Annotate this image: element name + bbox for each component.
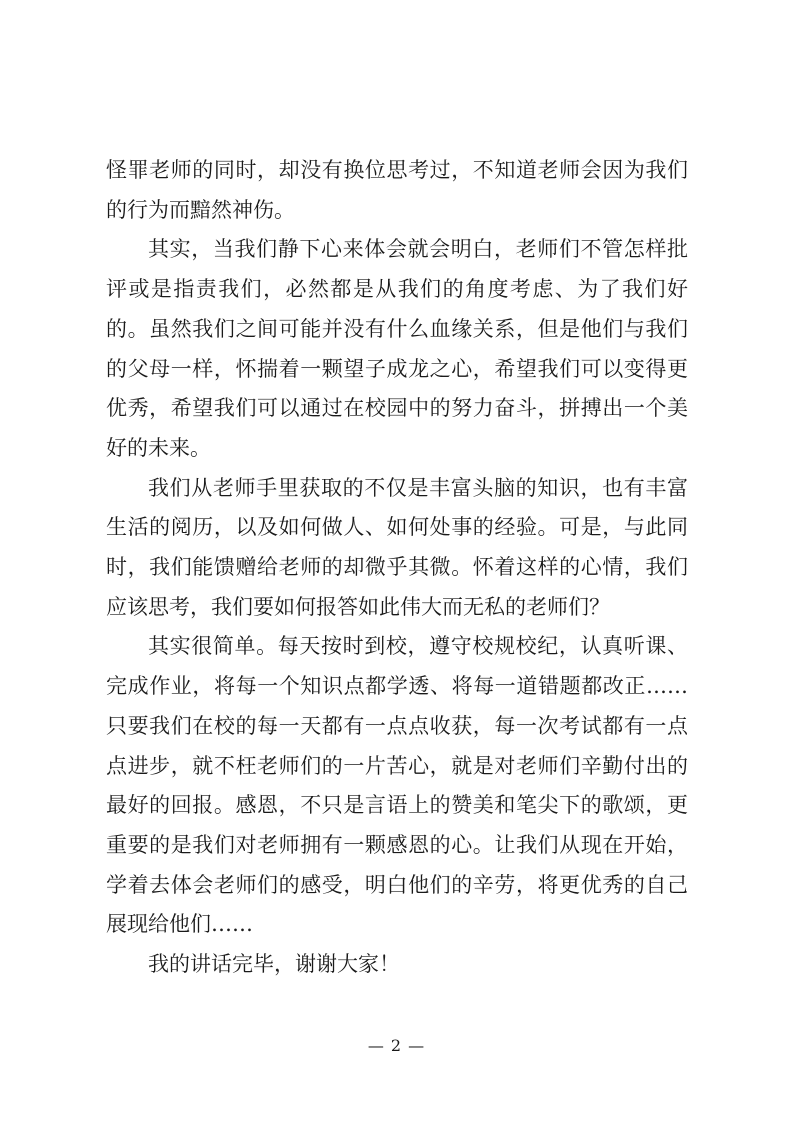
- closing-line: 我的讲话完毕，谢谢大家！: [148, 952, 400, 977]
- paragraph-continued: 怪罪老师的同时，却没有换位思考过，不知道老师会因为我们的行为而黯然神伤。: [106, 158, 688, 222]
- paragraph: 其实很简单。每天按时到校，遵守校规校纪，认真听课、完成作业，将每一个知识点都学透、将每一道错题都改正……只要我们在校的每一天都有一点点收获，每一次考试都有一点点进步，就不枉老师们的一片苦心，就是对老师们辛勤付出的最好的回报。感恩，不只是言语上的赞美和笔尖下的歌颂，更重要的是我们对老师拥有一颗感恩的心。让我们从现在开始，学着去体会老师们的感受，明白他们的辛劳，将更优秀的自己展现给他们……: [106, 634, 688, 937]
- document-body: [106, 151, 688, 985]
- paragraph: 其实，当我们静下心来体会就会明白，老师们不管怎样批评或是指责我们，必然都是从我们的角度考虑、为了我们好的。虽然我们之间可能并没有什么血缘关系，但是他们与我们的父母一样，怀揣着一颗望子成龙之心，希望我们可以变得更优秀，希望我们可以通过在校园中的努力奋斗，拼搏出一个美好的未来。: [106, 237, 688, 460]
- page-number: — 2 —: [367, 1036, 426, 1055]
- paragraph: 我们从老师手里获取的不仅是丰富头脑的知识，也有丰富生活的阅历，以及如何做人、如何处事的经验。可是，与此同时，我们能馈赠给老师的却微乎其微。怀着这样的心情，我们应该思考，我们要如何报答如此伟大而无私的老师们？: [106, 475, 688, 619]
